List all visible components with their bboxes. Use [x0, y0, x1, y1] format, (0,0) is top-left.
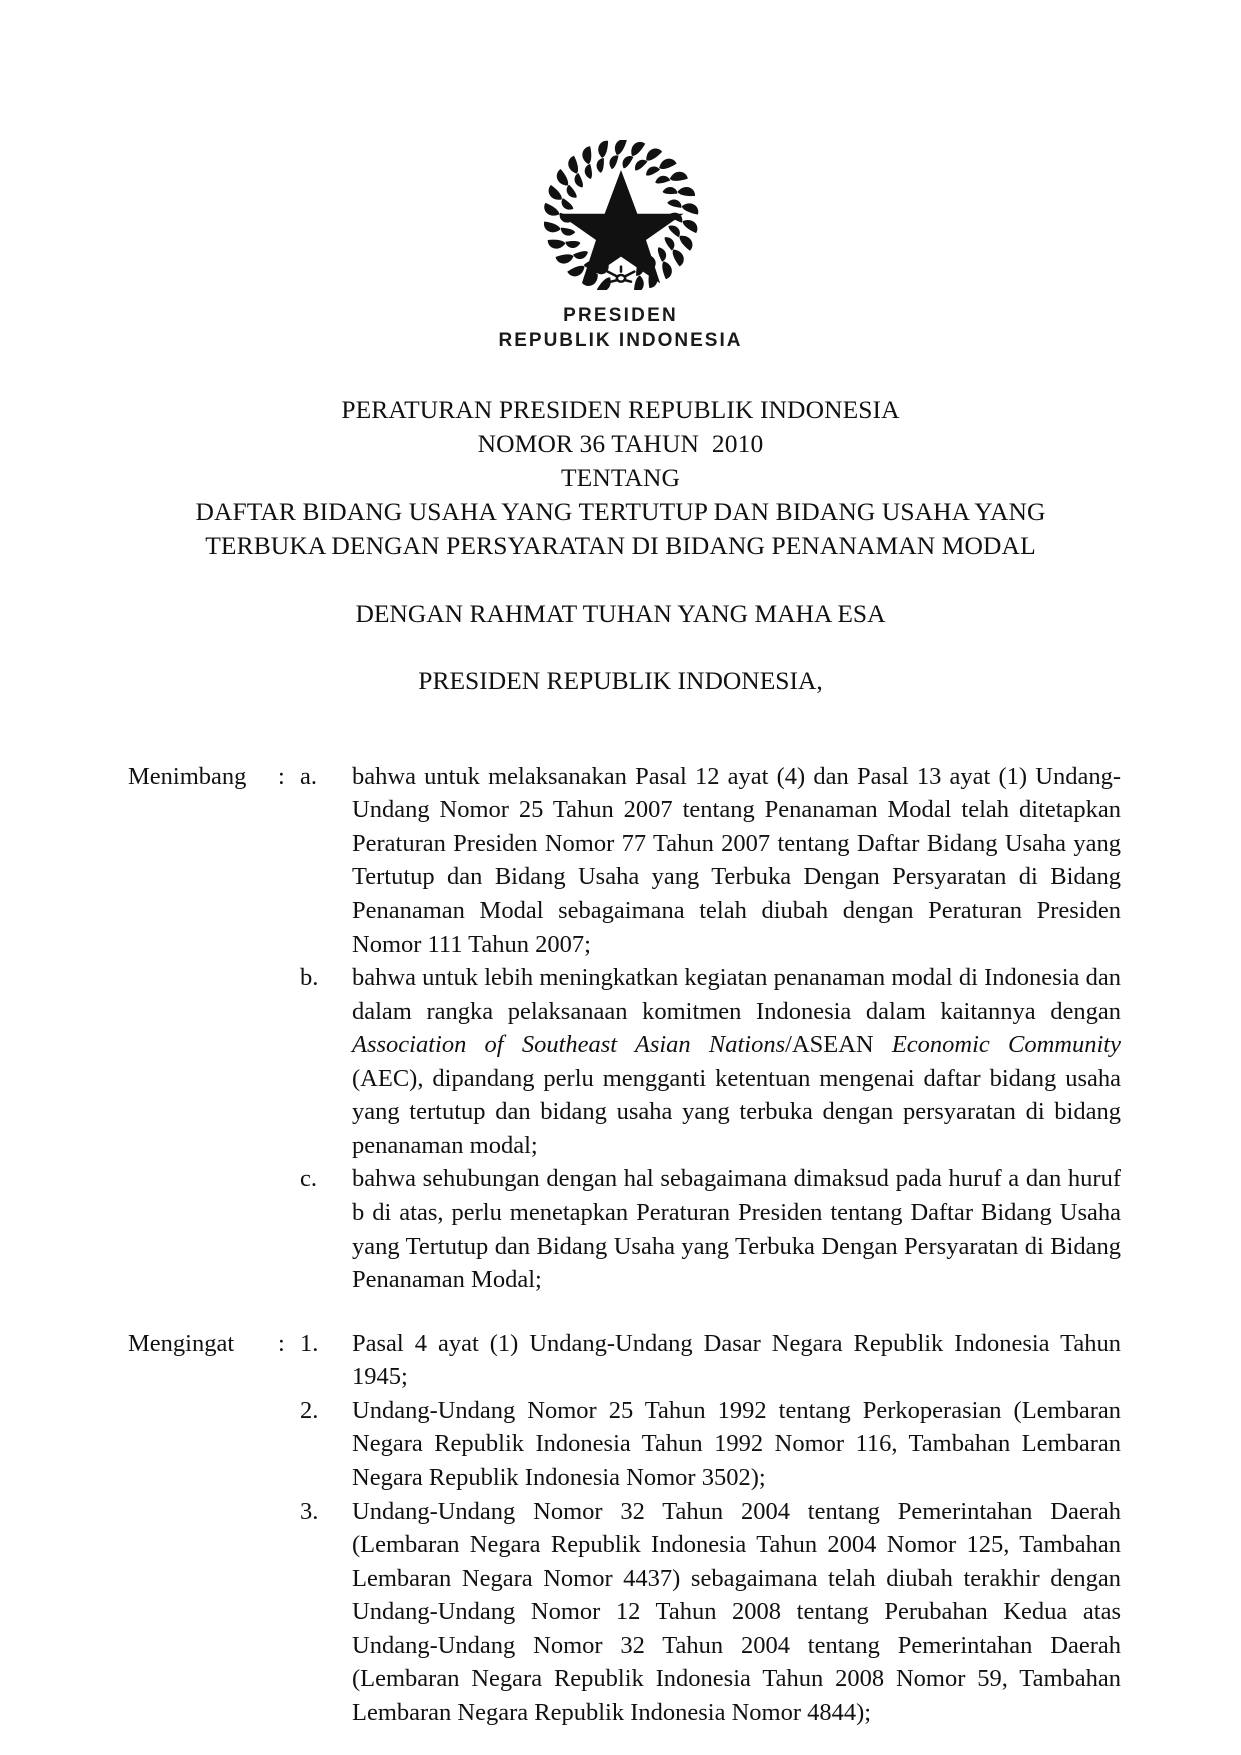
item-text-part: Undang-Undang Nomor 32 Tahun 2004 tentang Pemerintahan Daerah (Lembaran Negara Republik Indonesia Tahun 2004 Nomor 125, Tambahan Lembaran Negara Nomor 4437) sebagaimana telah diubah terakhir dengan Undang-Undang Nomor 12 Tahun 2008 tentang Perubahan Kedua atas Undang-Undang Nomor 32 Tahun 2004 tentang Pemerintahan Daerah (Lembaran Negara Republik Indonesia Tahun 2008 Nomor 59, Tambahan Lembaran Negara Republik Indonesia Nomor 4844);: [352, 1497, 1121, 1726]
item-text: [352, 1327, 1121, 1394]
title-subject-line-1: DAFTAR BIDANG USAHA YANG TERTUTUP DAN BIDANG USAHA YANG: [195, 497, 1046, 527]
title-subject-line-2: TERBUKA DENGAN PERSYARATAN DI BIDANG PENANAMAN MODAL: [205, 531, 1036, 560]
item-marker: 2.: [300, 1396, 319, 1424]
presidential-seal-icon: [537, 140, 705, 290]
document-header: [0, 0, 1241, 353]
item-text-italic: Association of Southeast Asian Nations: [352, 1031, 786, 1059]
item-marker: c.: [300, 1165, 317, 1193]
item-text-part: bahwa sehubungan dengan hal sebagaimana dimaksud pada huruf a dan huruf b di atas, perlu menetapkan Peraturan Presiden tentang Daftar Bidang Usaha yang Tertutup dan Bidang Usaha yang Terbuka Dengan Persyaratan di Bidang Penanaman Modal;: [352, 1165, 1121, 1294]
item-text: [352, 760, 1121, 961]
item-marker: 1.: [300, 1329, 319, 1357]
item-marker: a.: [300, 762, 317, 790]
item-text: [352, 1162, 1121, 1296]
clause-items: [300, 760, 1121, 1297]
document-title-block: [0, 393, 1241, 563]
item-text-part: Pasal 4 ayat (1) Undang-Undang Dasar Negara Republik Indonesia Tahun 1945;: [352, 1329, 1121, 1391]
item-text-part: Undang-Undang Nomor 25 Tahun 1992 tentang Perkoperasian (Lembaran Negara Republik Indonesia Tahun 1992 Nomor 116, Tambahan Lembaran Negara Republik Indonesia Nomor 3502);: [352, 1396, 1121, 1491]
item-text-part: (AEC), dipandang perlu mengganti ketentuan mengenai daftar bidang usaha yang tertutup dan bidang usaha yang terbuka dengan persyaratan di bidang penanaman modal;: [352, 1064, 1121, 1159]
issuer-line: PRESIDEN REPUBLIK INDONESIA,: [418, 665, 823, 695]
clause-menimbang: [128, 760, 1121, 1297]
item-text: [352, 1495, 1121, 1730]
item-text-part: bahwa untuk lebih meningkatkan kegiatan penanaman modal di Indonesia dan dalam rangka pelaksanaan komitmen Indonesia dalam kaitannya dengan: [352, 964, 1121, 1025]
clause-colon: :: [278, 762, 285, 790]
document-body: [0, 760, 1241, 1730]
seal-caption: [0, 304, 1241, 353]
clause-mengingat: [128, 1327, 1121, 1730]
seal-caption-line-2: REPUBLIK INDONESIA: [498, 329, 743, 351]
clause-colon: :: [278, 1329, 285, 1357]
seal-caption-line-1: PRESIDEN: [563, 305, 678, 326]
title-line-1: PERATURAN PRESIDEN REPUBLIK INDONESIA: [341, 395, 900, 425]
clause-items: [300, 1327, 1121, 1730]
item-text-italic: Economic Community: [891, 1031, 1121, 1059]
clause-label: Menimbang: [128, 762, 247, 790]
item-text: [352, 1394, 1121, 1495]
item-text: [352, 961, 1121, 1162]
blessing-line: DENGAN RAHMAT TUHAN YANG MAHA ESA: [355, 598, 886, 628]
item-text-part: bahwa untuk melaksanakan Pasal 12 ayat (4) dan Pasal 13 ayat (1) Undang-Undang Nomor 25 Tahun 2007 tentang Penanaman Modal telah ditetapkan Peraturan Presiden Nomor 77 Tahun 2007 tentang Daftar Bidang Usaha yang Tertutup dan Bidang Usaha yang Terbuka Dengan Persyaratan di Bidang Penanaman Modal sebagaimana telah diubah dengan Peraturan Presiden Nomor 111 Tahun 2007;: [352, 762, 1121, 958]
title-line-3: TENTANG: [560, 463, 681, 493]
item-marker: b.: [300, 964, 319, 992]
item-marker: 3.: [300, 1497, 319, 1525]
clause-label: Mengingat: [128, 1329, 235, 1357]
item-text-part: /ASEAN: [785, 1031, 892, 1059]
title-line-2: NOMOR 36 TAHUN 2010: [477, 429, 764, 459]
